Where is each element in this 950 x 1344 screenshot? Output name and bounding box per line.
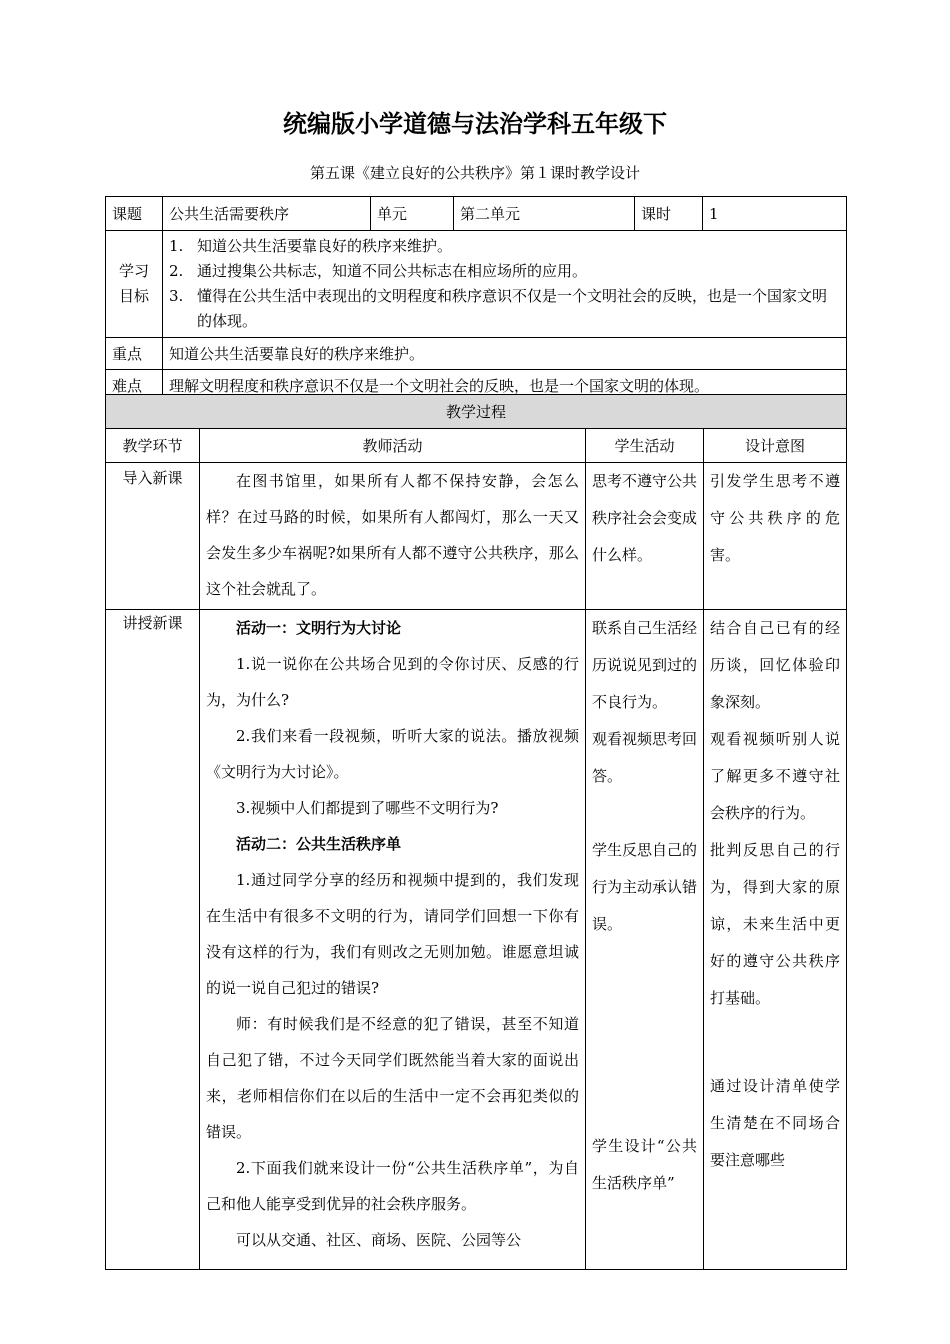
student-activity: 联系自己生活经历说说见到过的不良行为。 bbox=[592, 619, 698, 711]
intro-stage: 导入新课 bbox=[106, 463, 200, 610]
hours-label: 课时 bbox=[635, 197, 703, 231]
teacher-paragraph: 师：有时候我们是不经意的犯了错误，甚至不知道自己犯了错，不过今天同学们既然能当着大家的面说出来，老师相信你们在以后的生活中一定不会再犯类似的错误。 bbox=[206, 1015, 579, 1141]
intro-row bbox=[106, 463, 847, 610]
activity-two-heading: 活动二：公共生活秩序单 bbox=[236, 835, 402, 853]
teacher-paragraph: 1.说一说你在公共场合见到的令你讨厌、反感的行为，为什么? bbox=[206, 655, 579, 709]
process-header: 教学过程 bbox=[106, 395, 847, 429]
spacer bbox=[592, 980, 697, 1017]
goal-item bbox=[169, 284, 840, 334]
column-header-intent: 设计意图 bbox=[704, 429, 847, 463]
lesson-row bbox=[106, 610, 847, 1270]
unit-label: 单元 bbox=[371, 197, 454, 231]
process-table bbox=[105, 394, 847, 1270]
student-activity: 观看视频思考回答。 bbox=[592, 730, 698, 785]
lesson-teacher bbox=[200, 610, 586, 1270]
column-header-teacher: 教师活动 bbox=[200, 429, 586, 463]
column-header-student: 学生活动 bbox=[586, 429, 704, 463]
key-row bbox=[106, 338, 847, 370]
spacer bbox=[592, 1054, 697, 1091]
goal-text: 通过搜集公共标志，知道不同公共标志在相应场所的应用。 bbox=[197, 262, 588, 280]
spacer bbox=[710, 1017, 840, 1054]
topic-label: 课题 bbox=[106, 197, 163, 231]
difficulty-label: 难点 bbox=[106, 370, 163, 402]
difficulty-value: 理解文明程度和秩序意识不仅是一个文明社会的反映，也是一个国家文明的体现。 bbox=[163, 370, 847, 402]
intro-student-text: 思考不遵守公共秩序社会会变成什么样。 bbox=[592, 472, 698, 564]
goals-list bbox=[169, 234, 840, 334]
goal-number: 3. bbox=[169, 287, 184, 305]
intro-intent-text: 引发学生思考不遵守公共秩序的危害。 bbox=[710, 472, 841, 564]
column-header-row bbox=[106, 429, 847, 463]
student-activity: 学生反思自己的行为主动承认错误。 bbox=[592, 841, 698, 933]
lesson-intent bbox=[704, 610, 847, 1270]
intro-teacher-text: 在图书馆里，如果所有人都不保持安静，会怎么样？在过马路的时候，如果所有人都闯灯，那么一天又会发生多少车祸呢?如果所有人都不遵守公共秩序，那么这个社会就乱了。 bbox=[206, 472, 579, 598]
lesson-stage: 讲授新课 bbox=[106, 610, 200, 1270]
unit-value: 第二单元 bbox=[454, 197, 635, 231]
intro-intent bbox=[704, 463, 847, 610]
spacer bbox=[592, 943, 697, 980]
teacher-paragraph: 可以从交通、社区、商场、医院、公园等公 bbox=[236, 1231, 522, 1249]
goal-item bbox=[169, 259, 840, 284]
page-subtitle: 第五课《建立良好的公共秩序》第１课时教学设计 bbox=[309, 164, 640, 182]
goals-label-line-2: 目标 bbox=[118, 287, 149, 305]
design-intent: 观看视频听别人说了解更多不遵守社会秩序的行为。 bbox=[710, 730, 841, 822]
teacher-paragraph: 3.视频中人们都提到了哪些不文明行为? bbox=[236, 799, 499, 817]
goals-row bbox=[106, 231, 847, 338]
column-header-stage: 教学环节 bbox=[106, 429, 200, 463]
teacher-paragraph: 1.通过同学分享的经历和视频中提到的，我们发现在生活中有很多不文明的行为，请同学们回想一下你有没有这样的行为，我们有则改之无则加勉。谁愿意坦诚的说一说自己犯过的错误? bbox=[206, 871, 579, 997]
info-table bbox=[105, 196, 847, 402]
spacer bbox=[592, 795, 697, 832]
hours-value: 1 bbox=[703, 197, 847, 231]
design-intent: 结合自己已有的经历谈，回忆体验印象深刻。 bbox=[710, 619, 841, 711]
spacer bbox=[592, 1091, 697, 1128]
lesson-student bbox=[586, 610, 704, 1270]
design-intent: 批判反思自己的行为，得到大家的原谅，未来生活中更好的遵守公共秩序打基础。 bbox=[710, 841, 841, 1007]
teacher-paragraph: 2.我们来看一段视频，听听大家的说法。播放视频《文明行为大讨论》。 bbox=[206, 727, 579, 781]
goal-text: 懂得在公共生活中表现出的文明程度和秩序意识不仅是一个文明社会的反映，也是一个国家文明的体现。 bbox=[197, 287, 828, 330]
intro-student bbox=[586, 463, 704, 610]
goal-number: 2. bbox=[169, 262, 184, 280]
goals-cell bbox=[163, 231, 847, 338]
intro-teacher bbox=[200, 463, 586, 610]
goal-text: 知道公共生活要靠良好的秩序来维护。 bbox=[197, 237, 453, 255]
teacher-paragraph: 2.下面我们就来设计一份“公共生活秩序单”，为自己和他人能享受到优异的社会秩序服务。 bbox=[206, 1159, 579, 1213]
goals-label bbox=[106, 231, 163, 338]
activity-one-heading: 活动一：文明行为大讨论 bbox=[236, 619, 402, 637]
topic-row bbox=[106, 197, 847, 231]
design-intent: 通过设计清单使学生清楚在不同场合要注意哪些 bbox=[710, 1077, 841, 1169]
spacer bbox=[710, 1054, 840, 1068]
page-title: 统编版小学道德与法治学科五年级下 bbox=[283, 110, 667, 138]
student-activity: 学生设计“公共生活秩序单” bbox=[592, 1137, 697, 1192]
topic-value: 公共生活需要秩序 bbox=[163, 197, 371, 231]
goal-item bbox=[169, 234, 840, 259]
goals-label-line-1: 学习 bbox=[118, 262, 149, 280]
key-value: 知道公共生活要靠良好的秩序来维护。 bbox=[163, 338, 847, 370]
key-label: 重点 bbox=[106, 338, 163, 370]
process-header-row bbox=[106, 395, 847, 429]
spacer bbox=[592, 1017, 697, 1054]
goal-number: 1. bbox=[169, 237, 184, 255]
